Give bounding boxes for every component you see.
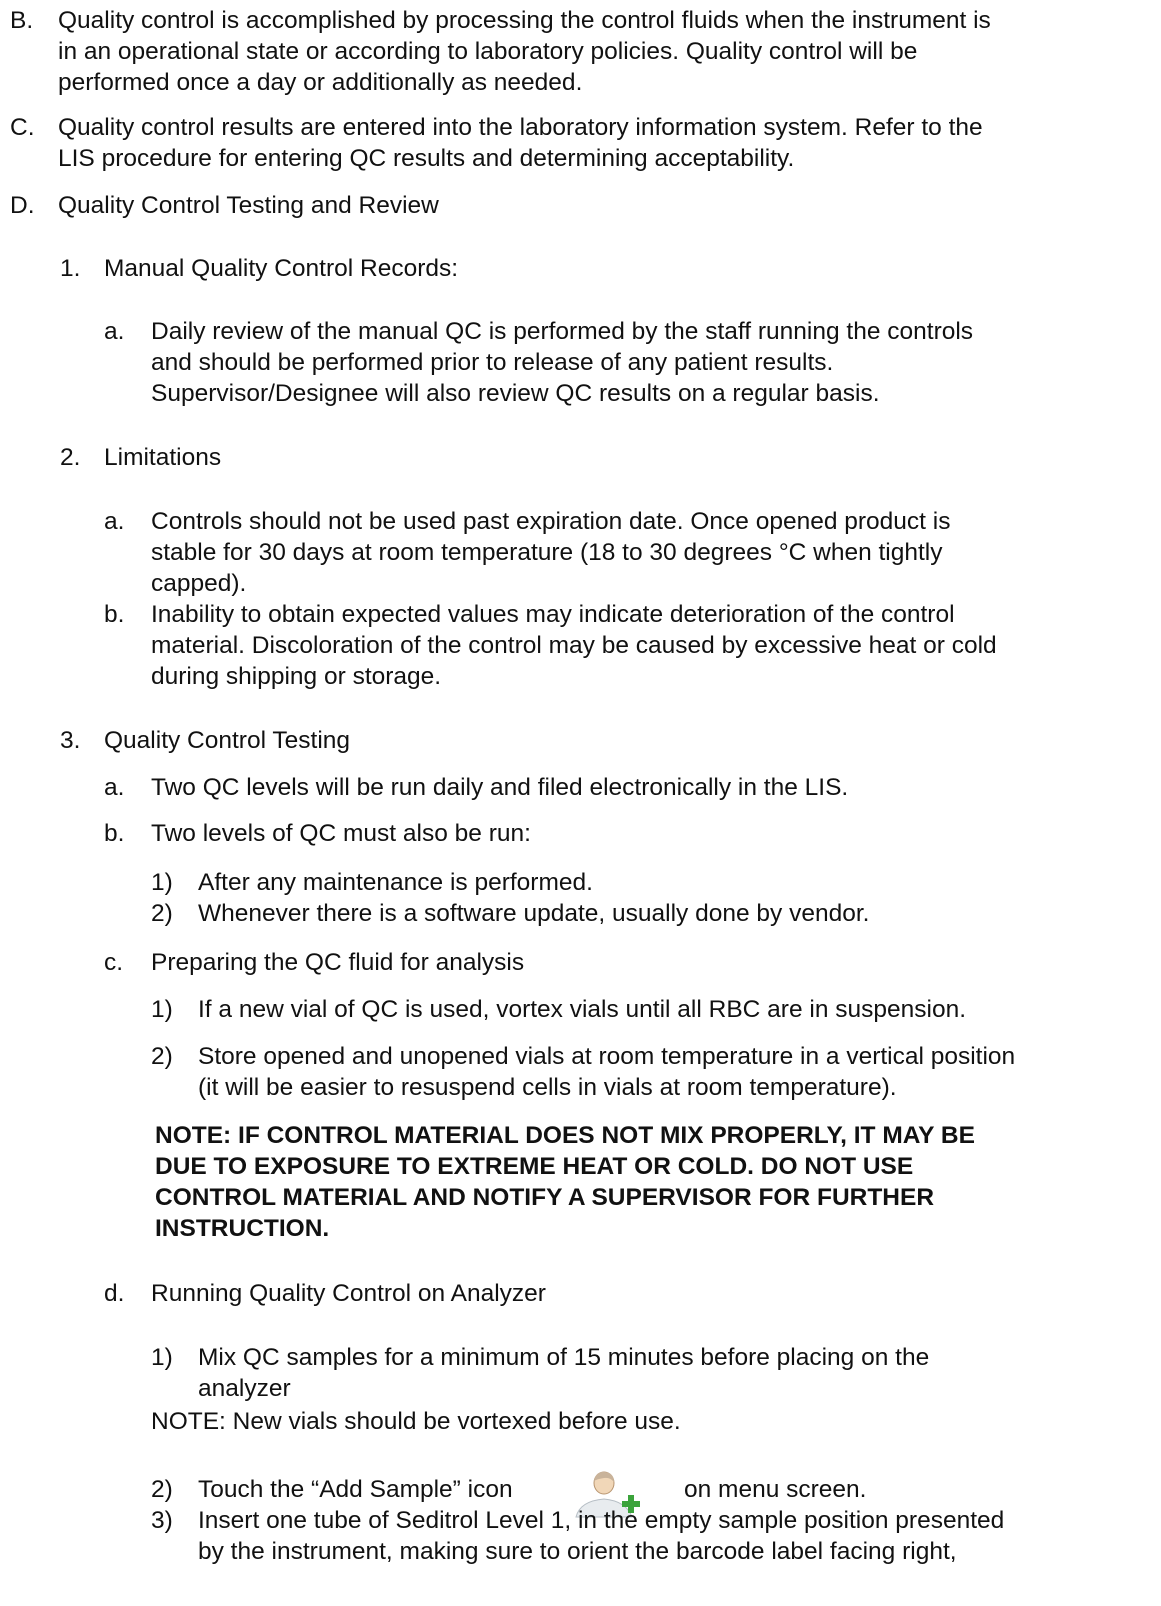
item-3c-1-marker: 1) [151, 996, 173, 1023]
item-2b-text [151, 599, 997, 692]
section-b-marker: B. [10, 7, 34, 34]
item-3a-marker: a. [104, 774, 125, 801]
text-line: Store opened and unopened vials at room temperature in a vertical position [198, 1043, 1016, 1070]
item-3b-1-text: After any maintenance is performed. [198, 869, 593, 896]
note-line: DUE TO EXPOSURE TO EXTREME HEAT OR COLD. DO NOT USE [155, 1153, 914, 1180]
item-3d-1-marker: 1) [151, 1344, 173, 1371]
text-line: material. Discoloration of the control may be caused by excessive heat or cold [151, 632, 997, 659]
warning-note [155, 1120, 975, 1244]
text-line: Inability to obtain expected values may indicate deterioration of the control [151, 601, 955, 628]
note-line: CONTROL MATERIAL AND NOTIFY A SUPERVISOR FOR FURTHER [155, 1184, 935, 1211]
text-line: in an operational state or according to laboratory policies. Quality control will be [58, 38, 918, 65]
section-c-text [58, 112, 983, 174]
item-3c-1-text [198, 994, 966, 1025]
note-line: INSTRUCTION. [155, 1215, 330, 1242]
text-line: by the instrument, making sure to orient the barcode label facing right, [198, 1538, 957, 1565]
text-line: analyzer [198, 1375, 291, 1402]
text-line: during shipping or storage. [151, 663, 442, 690]
item-3d-marker: d. [104, 1280, 125, 1307]
vortex-note: NOTE: New vials should be vortexed before use. [151, 1408, 681, 1435]
section-d-marker: D. [10, 192, 35, 219]
item-3b-2-marker: 2) [151, 900, 173, 927]
item-2a-text [151, 506, 951, 599]
item-3d-2-before: Touch the “Add Sample” icon [198, 1476, 513, 1503]
item-3c-text: Preparing the QC fluid for analysis [151, 949, 525, 976]
text-line: Quality control results are entered into the laboratory information system. Refer to the [58, 114, 983, 141]
item-2-title: Limitations [104, 444, 222, 471]
item-3d-text: Running Quality Control on Analyzer [151, 1280, 546, 1307]
text-line: Insert one tube of Seditrol Level 1, in the empty sample position presented [198, 1507, 1005, 1534]
text-line: Mix QC samples for a minimum of 15 minutes before placing on the [198, 1344, 930, 1371]
item-1a-marker: a. [104, 318, 125, 345]
section-c-marker: C. [10, 114, 35, 141]
text-line: Supervisor/Designee will also review QC results on a regular basis. [151, 380, 880, 407]
section-d-title: Quality Control Testing and Review [58, 192, 439, 219]
item-3c-marker: c. [104, 949, 124, 976]
text-line: LIS procedure for entering QC results and determining acceptability. [58, 145, 795, 172]
item-3d-1-text [198, 1342, 1122, 1404]
item-3d-2-after: on menu screen. [684, 1476, 867, 1503]
note-line: NOTE: IF CONTROL MATERIAL DOES NOT MIX PROPERLY, IT MAY BE [155, 1122, 975, 1149]
item-3a-text: Two QC levels will be run daily and filed electronically in the LIS. [151, 774, 849, 801]
item-1a-text [151, 316, 973, 409]
item-2-marker: 2. [60, 444, 81, 471]
item-3d-3-text [198, 1505, 1004, 1567]
text-line: stable for 30 days at room temperature (18 to 30 degrees °C when tightly [151, 539, 943, 566]
text-line: capped). [151, 570, 247, 597]
item-3b-2-text: Whenever there is a software update, usually done by vendor. [198, 900, 870, 927]
section-b-text [58, 5, 991, 98]
item-3d-2-marker: 2) [151, 1476, 173, 1503]
item-3b-marker: b. [104, 820, 125, 847]
item-3-marker: 3. [60, 727, 81, 754]
text-line: and should be performed prior to release of any patient results. [151, 349, 834, 376]
text-line: If a new vial of QC is used, vortex vials until all RBC are in suspension. [198, 996, 967, 1023]
text-line: Daily review of the manual QC is performed by the staff running the controls [151, 318, 974, 345]
text-line: Controls should not be used past expiration date. Once opened product is [151, 508, 951, 535]
item-3c-2-text [198, 1041, 1015, 1103]
text-line: Quality control is accomplished by processing the control fluids when the instrument is [58, 7, 991, 34]
item-2a-marker: a. [104, 508, 125, 535]
item-3b-1-marker: 1) [151, 869, 173, 896]
item-3b-text: Two levels of QC must also be run: [151, 820, 531, 847]
item-3-title: Quality Control Testing [104, 727, 351, 754]
item-3d-3-marker: 3) [151, 1507, 173, 1534]
item-1-title: Manual Quality Control Records: [104, 255, 459, 282]
text-line: performed once a day or additionally as needed. [58, 69, 583, 96]
item-3c-2-marker: 2) [151, 1043, 173, 1070]
text-line: (it will be easier to resuspend cells in vials at room temperature). [198, 1074, 897, 1101]
item-2b-marker: b. [104, 601, 125, 628]
item-1-marker: 1. [60, 255, 81, 282]
